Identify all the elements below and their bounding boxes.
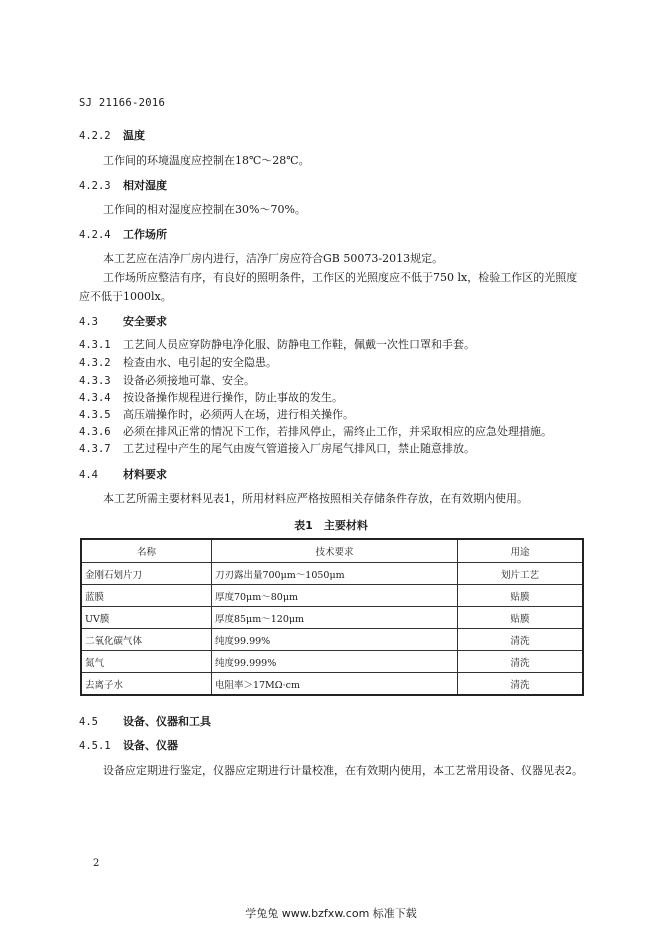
section-title: 温度 bbox=[123, 129, 145, 142]
table-row bbox=[81, 585, 583, 607]
table-cell: 去离子水 bbox=[81, 673, 211, 696]
table-cell: 金刚石划片刀 bbox=[81, 563, 211, 585]
section-4-2-4-para-1: 本工艺应在洁净厂房内进行，洁净厂房应符合GB 50073-2013规定。 bbox=[103, 252, 444, 265]
table-row bbox=[81, 607, 583, 629]
list-item bbox=[79, 423, 552, 439]
column-header: 技术要求 bbox=[211, 539, 457, 563]
list-item bbox=[79, 372, 255, 388]
section-title: 设备、仪器和工具 bbox=[123, 715, 211, 728]
table-cell: 电阻率＞17MΩ·cm bbox=[211, 673, 457, 696]
section-4-5-1-text: 设备应定期进行鉴定，仪器应定期进行计量校准，在有效期内使用，本工艺常用设备、仪器见表2。 bbox=[103, 764, 583, 777]
table-cell: 贴膜 bbox=[458, 607, 583, 629]
section-title: 材料要求 bbox=[123, 468, 167, 481]
section-4-5-heading bbox=[79, 713, 211, 729]
footer-watermark-text: 学兔兔 www.bzfxw.com 标准下载 bbox=[245, 907, 417, 920]
item-text: 检查由水、电引起的安全隐患。 bbox=[123, 356, 277, 369]
item-number: 4.3.7 bbox=[79, 443, 111, 455]
item-number: 4.3.6 bbox=[79, 426, 111, 438]
item-text: 必须在排风正常的情况下工作，若排风停止，需终止工作，并采取相应的应急处理措施。 bbox=[123, 425, 552, 438]
table-cell: 二氧化碳气体 bbox=[81, 629, 211, 651]
table-cell: 蓝膜 bbox=[81, 585, 211, 607]
materials-table bbox=[80, 538, 584, 696]
section-4-4-text: 本工艺所需主要材料见表1，所用材料应严格按照相关存储条件存放，在有效期内使用。 bbox=[103, 492, 528, 505]
table-row bbox=[81, 673, 583, 696]
list-item bbox=[79, 389, 343, 405]
section-number: 4.3 bbox=[79, 316, 98, 328]
standard-code: SJ 21166-2016 bbox=[79, 97, 166, 109]
section-4-5-1-heading bbox=[79, 737, 178, 753]
section-title: 安全要求 bbox=[123, 315, 167, 328]
section-number: 4.2.3 bbox=[79, 180, 111, 192]
section-number: 4.2.2 bbox=[79, 130, 111, 142]
section-4-3-heading bbox=[79, 313, 167, 329]
column-header: 用途 bbox=[458, 539, 583, 563]
table-cell: 清洗 bbox=[458, 629, 583, 651]
item-number: 4.3.1 bbox=[79, 339, 111, 351]
item-text: 工艺过程中产生的尾气由废气管道接入厂房尾气排风口，禁止随意排放。 bbox=[123, 442, 475, 455]
section-4-2-2-heading bbox=[79, 127, 145, 143]
section-number: 4.5.1 bbox=[79, 740, 111, 752]
section-number: 4.2.4 bbox=[79, 229, 111, 241]
section-4-2-4-para-2-cont: 应不低于1000lx。 bbox=[79, 290, 172, 303]
list-item bbox=[79, 440, 475, 456]
table-cell: 贴膜 bbox=[458, 585, 583, 607]
table-header-row bbox=[81, 539, 583, 563]
section-number: 4.4 bbox=[79, 469, 98, 481]
item-text: 按设备操作规程进行操作，防止事故的发生。 bbox=[123, 391, 343, 404]
table-cell: 刀刃露出量700μm～1050μm bbox=[211, 563, 457, 585]
section-number: 4.5 bbox=[79, 716, 98, 728]
table-cell: 划片工艺 bbox=[458, 563, 583, 585]
table-row bbox=[81, 563, 583, 585]
section-title: 工作场所 bbox=[123, 228, 167, 241]
page-number: 2 bbox=[93, 858, 100, 869]
table-cell: 清洗 bbox=[458, 673, 583, 696]
section-4-2-4-para-2: 工作场所应整洁有序，有良好的照明条件，工作区的光照度应不低于750 lx，检验工作区的光照度 bbox=[103, 271, 578, 284]
table-cell: 氮气 bbox=[81, 651, 211, 673]
table-cell: 纯度99.99% bbox=[211, 629, 457, 651]
section-4-4-heading bbox=[79, 466, 167, 482]
item-number: 4.3.4 bbox=[79, 392, 111, 404]
item-number: 4.3.3 bbox=[79, 375, 111, 387]
section-4-2-4-heading bbox=[79, 226, 167, 242]
section-4-2-3-text: 工作间的相对湿度应控制在30%～70%。 bbox=[103, 203, 306, 216]
table-cell: 纯度99.999% bbox=[211, 651, 457, 673]
table-cell: 厚度85μm～120μm bbox=[211, 607, 457, 629]
table-cell: UV膜 bbox=[81, 607, 211, 629]
section-title: 相对湿度 bbox=[123, 179, 167, 192]
item-number: 4.3.2 bbox=[79, 357, 111, 369]
table-cell: 清洗 bbox=[458, 651, 583, 673]
table-row bbox=[81, 651, 583, 673]
section-4-2-3-heading bbox=[79, 177, 167, 193]
item-text: 设备必须接地可靠、安全。 bbox=[123, 374, 255, 387]
column-header: 名称 bbox=[81, 539, 211, 563]
list-item bbox=[79, 406, 354, 422]
item-text: 高压端操作时，必须两人在场，进行相关操作。 bbox=[123, 408, 354, 421]
list-item bbox=[79, 354, 277, 370]
section-title: 设备、仪器 bbox=[123, 739, 178, 752]
table-cell: 厚度70μm～80μm bbox=[211, 585, 457, 607]
table-row bbox=[81, 629, 583, 651]
list-item bbox=[79, 336, 475, 352]
table-caption: 表1 主要材料 bbox=[294, 519, 368, 532]
item-text: 工艺间人员应穿防静电净化服、防静电工作鞋，佩戴一次性口罩和手套。 bbox=[123, 338, 475, 351]
section-4-2-2-text: 工作间的环境温度应控制在18℃～28℃。 bbox=[103, 154, 310, 167]
item-number: 4.3.5 bbox=[79, 409, 111, 421]
